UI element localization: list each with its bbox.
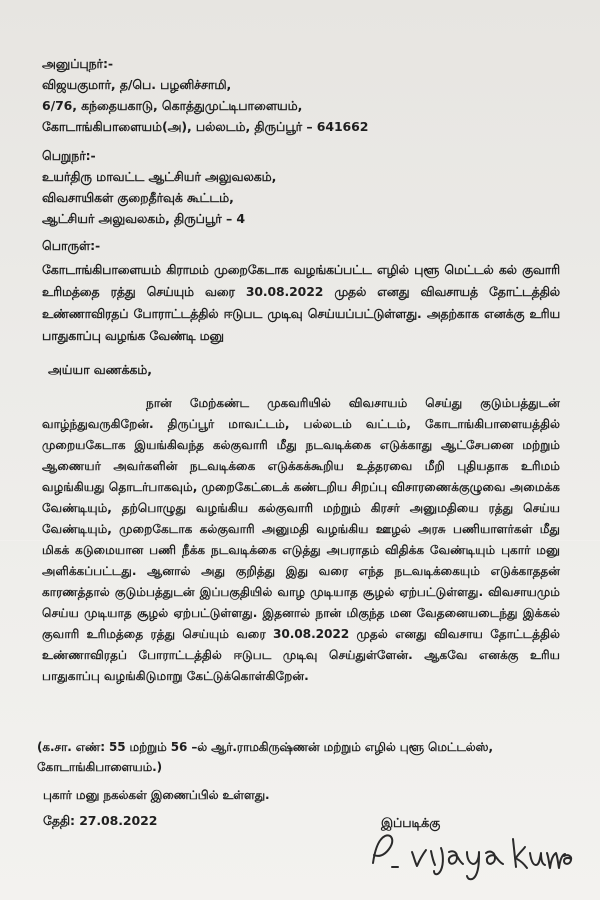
receiver-line-3: ஆட்சியர் அலுவலகம், திருப்பூர் – 4: [42, 211, 245, 226]
letter-date: தேதி: 27.08.2022: [43, 813, 158, 828]
sender-heading: அனுப்புநர்:-: [42, 56, 113, 71]
case-note-line-2: கோடாங்கிபாளையம்.): [37, 760, 163, 774]
sender-address-line-1: 6/76, கந்தையகாடு, கொத்துமுட்டிபாளையம்,: [42, 98, 303, 113]
sender-address-line-2: கோடாங்கிபாளையம்(அ), பல்லடம், திருப்பூர் – 641662: [42, 119, 369, 134]
receiver-heading: பெறுநர்:-: [42, 148, 96, 163]
sender-name: விஜயகுமார், த/பெ. பழனிச்சாமி,: [42, 77, 232, 92]
body-text: நான் மேற்கண்ட முகவரியில் விவசாயம் செய்து குடும்பத்துடன் வாழ்ந்துவருகிறேன். திருப்பூர் மாவட்டம், பல்லடம் வட்டம், கோடாங்கிபாளையத்தில் முறையகேடாக இயங்கிவந்த கல்குவாரி மீது நடவடிக்கை எடுக்காது ஆட்சேபனை மற்றும் ஆணையர் அவர்களின் நடவடிக்கை எடுக்கக்கூறிய உத்தரவை மீறி புதியதாக உரிமம் வழங்கியது தொடர்பாகவும், முறைகேட்டைக் கண்டறிய சிறப்பு விசாரணைக்குழுவை அமைக்க வேண்டியும், தற்பொழுது வழங்கிய கல்குவாரி மற்றும் கிரசர் அனுமதியை ரத்து செய்ய வேண்டியும், முறைகேடாக கல்குவாரி அனுமதி வழங்கிய ஊழல் அரசு பணியாளர்கள் மீது மிகக் கடுமையான பணி நீக்க நடவடிக்கை எடுத்து அபராதம் விதிக்க வேண்டியும் புகார் மனு அளிக்கப்பட்டது. ஆனால் அது குறித்து இது வரை எந்த நடவடிக்கையும் எடுக்காததன் காரணத்தால் குடும்பத்துடன் இப்பகுதியில் வாழ முடியாத சூழல் ஏற்பட்டுள்ளது. விவசாயமும் செய்ய முடியாத சூழல் ஏற்பட்டுள்ளது. இதனால் நான் மிகுந்த மன வேதனையடைந்து இக்கல் குவாரி உரிமத்தை ரத்து செய்யும் வரை 30.08.2022 முதல் எனது விவசாய தோட்டத்தில் உண்ணாவிரதப் போராட்டத்தில் ஈடுபட முடிவு செய்துள்ளேன். ஆகவே எனக்கு உரிய பாதுகாப்பு வழங்கிடுமாறு கேட்டுக்கொள்கிறேன்.: [42, 396, 560, 684]
closing-text: இப்படிக்கு: [381, 815, 441, 830]
handwritten-signature: [365, 820, 575, 890]
receiver-line-2: விவசாயிகள் குறைதீர்வுக் கூட்டம்,: [42, 190, 234, 205]
sender-block: [42, 53, 560, 137]
attachment-note: புகார் மனு நகல்கள் இணைப்பில் உள்ளது.: [43, 788, 270, 802]
subject-text: கோடாங்கிபாளையம் கிராமம் முறைகேடாக வழங்கப்பட்ட எழில் புளூ மெட்டல் கல் குவாரி உரிமத்தை ரத்து செய்யும் வரை 30.08.2022 முதல் எனது விவசாயத் தோட்டத்தில் உண்ணாவிரதப் போராட்டத்தில் ஈடுபட முடிவு செய்யப்பட்டுள்ளது. அதற்காக எனக்கு உரிய பாதுகாப்பு வழங்க வேண்டி மனு: [42, 262, 560, 343]
greeting: அய்யா வணக்கம்,: [48, 362, 152, 377]
letter-body: [42, 393, 560, 687]
case-note: [37, 737, 530, 777]
subject-label: பொருள்:-: [42, 238, 101, 253]
receiver-line-1: உயர்திரு மாவட்ட ஆட்சியர் அலுவலகம்,: [42, 169, 277, 184]
case-note-line-1: (க.சா. எண்: 55 மற்றும் 56 –ல் ஆர்.ராமகிருஷ்ணன் மற்றும் எழில் புளூ மெட்டல்ஸ்,: [37, 740, 493, 754]
receiver-block: [42, 145, 560, 229]
